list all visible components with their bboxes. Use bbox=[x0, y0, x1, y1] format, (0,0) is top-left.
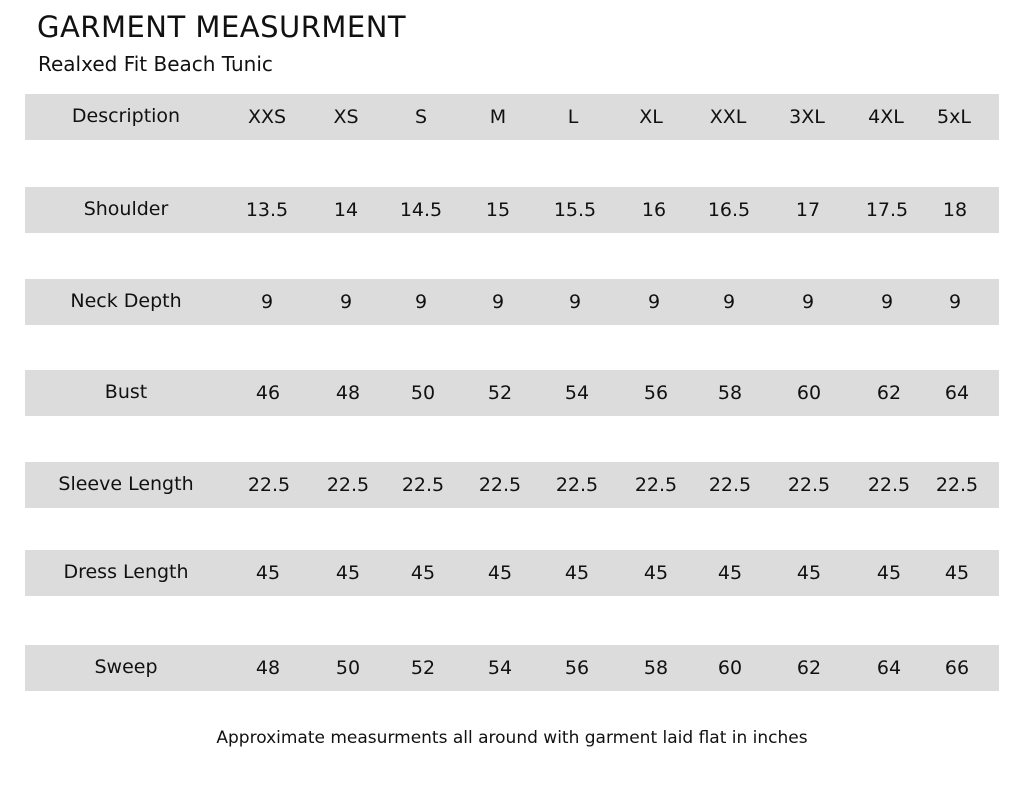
table-cell: 64 bbox=[876, 657, 902, 679]
table-cell: 9 bbox=[801, 291, 815, 313]
table-cell: 52 bbox=[487, 382, 513, 404]
table-row-shoulder bbox=[25, 187, 999, 233]
table-cell: 58 bbox=[643, 657, 669, 679]
table-cell: 45 bbox=[717, 562, 743, 584]
header-size-xxl: XXL bbox=[709, 106, 747, 128]
table-cell: 13.5 bbox=[245, 199, 289, 221]
header-description: Description bbox=[71, 105, 181, 127]
table-cell: 9 bbox=[948, 291, 962, 313]
header-size-m: M bbox=[489, 106, 507, 128]
header-size-xxs: XXS bbox=[247, 106, 287, 128]
table-cell: 22.5 bbox=[708, 474, 752, 496]
table-cell: 54 bbox=[564, 382, 590, 404]
table-header-row bbox=[25, 94, 999, 140]
header-size-4xl: 4XL bbox=[868, 106, 904, 128]
table-cell: 22.5 bbox=[478, 474, 522, 496]
table-cell: 22.5 bbox=[787, 474, 831, 496]
table-cell: 14 bbox=[333, 199, 359, 221]
table-cell: 22.5 bbox=[247, 474, 291, 496]
page-subtitle: Realxed Fit Beach Tunic bbox=[38, 52, 273, 76]
table-cell: 48 bbox=[335, 382, 361, 404]
table-cell: 62 bbox=[796, 657, 822, 679]
table-cell: 18 bbox=[942, 199, 968, 221]
table-row-bust bbox=[25, 370, 999, 416]
row-label: Shoulder bbox=[83, 198, 169, 220]
table-cell: 50 bbox=[335, 657, 361, 679]
table-cell: 60 bbox=[796, 382, 822, 404]
table-cell: 46 bbox=[255, 382, 281, 404]
table-cell: 9 bbox=[568, 291, 582, 313]
header-size-l: L bbox=[567, 106, 579, 128]
table-cell: 45 bbox=[335, 562, 361, 584]
table-cell: 60 bbox=[717, 657, 743, 679]
table-cell: 62 bbox=[876, 382, 902, 404]
table-cell: 15 bbox=[485, 199, 511, 221]
header-size-3xl: 3XL bbox=[789, 106, 825, 128]
table-cell: 9 bbox=[647, 291, 661, 313]
table-cell: 45 bbox=[255, 562, 281, 584]
table-cell: 16.5 bbox=[707, 199, 751, 221]
table-cell: 45 bbox=[564, 562, 590, 584]
row-label: Dress Length bbox=[63, 561, 189, 583]
table-cell: 9 bbox=[880, 291, 894, 313]
table-cell: 9 bbox=[491, 291, 505, 313]
table-cell: 17 bbox=[795, 199, 821, 221]
row-label: Bust bbox=[104, 381, 148, 403]
table-row-dress-length bbox=[25, 550, 999, 596]
table-cell: 15.5 bbox=[553, 199, 597, 221]
table-cell: 48 bbox=[255, 657, 281, 679]
page-title: GARMENT MEASURMENT bbox=[37, 10, 407, 44]
header-size-xs: XS bbox=[333, 106, 359, 128]
table-cell: 64 bbox=[944, 382, 970, 404]
table-cell: 45 bbox=[410, 562, 436, 584]
table-cell: 9 bbox=[260, 291, 274, 313]
table-cell: 52 bbox=[410, 657, 436, 679]
table-cell: 45 bbox=[487, 562, 513, 584]
table-cell: 56 bbox=[564, 657, 590, 679]
table-cell: 54 bbox=[487, 657, 513, 679]
table-row-sleeve-length bbox=[25, 462, 999, 508]
table-cell: 9 bbox=[414, 291, 428, 313]
table-cell: 14.5 bbox=[399, 199, 443, 221]
table-cell: 58 bbox=[717, 382, 743, 404]
table-cell: 9 bbox=[722, 291, 736, 313]
table-cell: 16 bbox=[641, 199, 667, 221]
table-cell: 45 bbox=[944, 562, 970, 584]
table-cell: 9 bbox=[339, 291, 353, 313]
table-cell: 22.5 bbox=[935, 474, 979, 496]
header-size-s: S bbox=[414, 106, 428, 128]
table-cell: 17.5 bbox=[865, 199, 909, 221]
row-label: Sleeve Length bbox=[58, 473, 194, 495]
table-cell: 22.5 bbox=[555, 474, 599, 496]
table-row-sweep bbox=[25, 645, 999, 691]
table-cell: 45 bbox=[643, 562, 669, 584]
header-size-5xl: 5xL bbox=[937, 106, 971, 128]
table-cell: 45 bbox=[876, 562, 902, 584]
table-cell: 22.5 bbox=[634, 474, 678, 496]
row-label: Neck Depth bbox=[70, 290, 182, 312]
row-label: Sweep bbox=[94, 656, 158, 678]
table-cell: 50 bbox=[410, 382, 436, 404]
table-cell: 22.5 bbox=[867, 474, 911, 496]
table-cell: 45 bbox=[796, 562, 822, 584]
table-cell: 22.5 bbox=[326, 474, 370, 496]
table-cell: 56 bbox=[643, 382, 669, 404]
table-cell: 22.5 bbox=[401, 474, 445, 496]
footnote: Approximate measurments all around with garment laid flat in inches bbox=[216, 728, 808, 748]
table-row-neck-depth bbox=[25, 279, 999, 325]
header-size-xl: XL bbox=[639, 106, 663, 128]
table-cell: 66 bbox=[944, 657, 970, 679]
